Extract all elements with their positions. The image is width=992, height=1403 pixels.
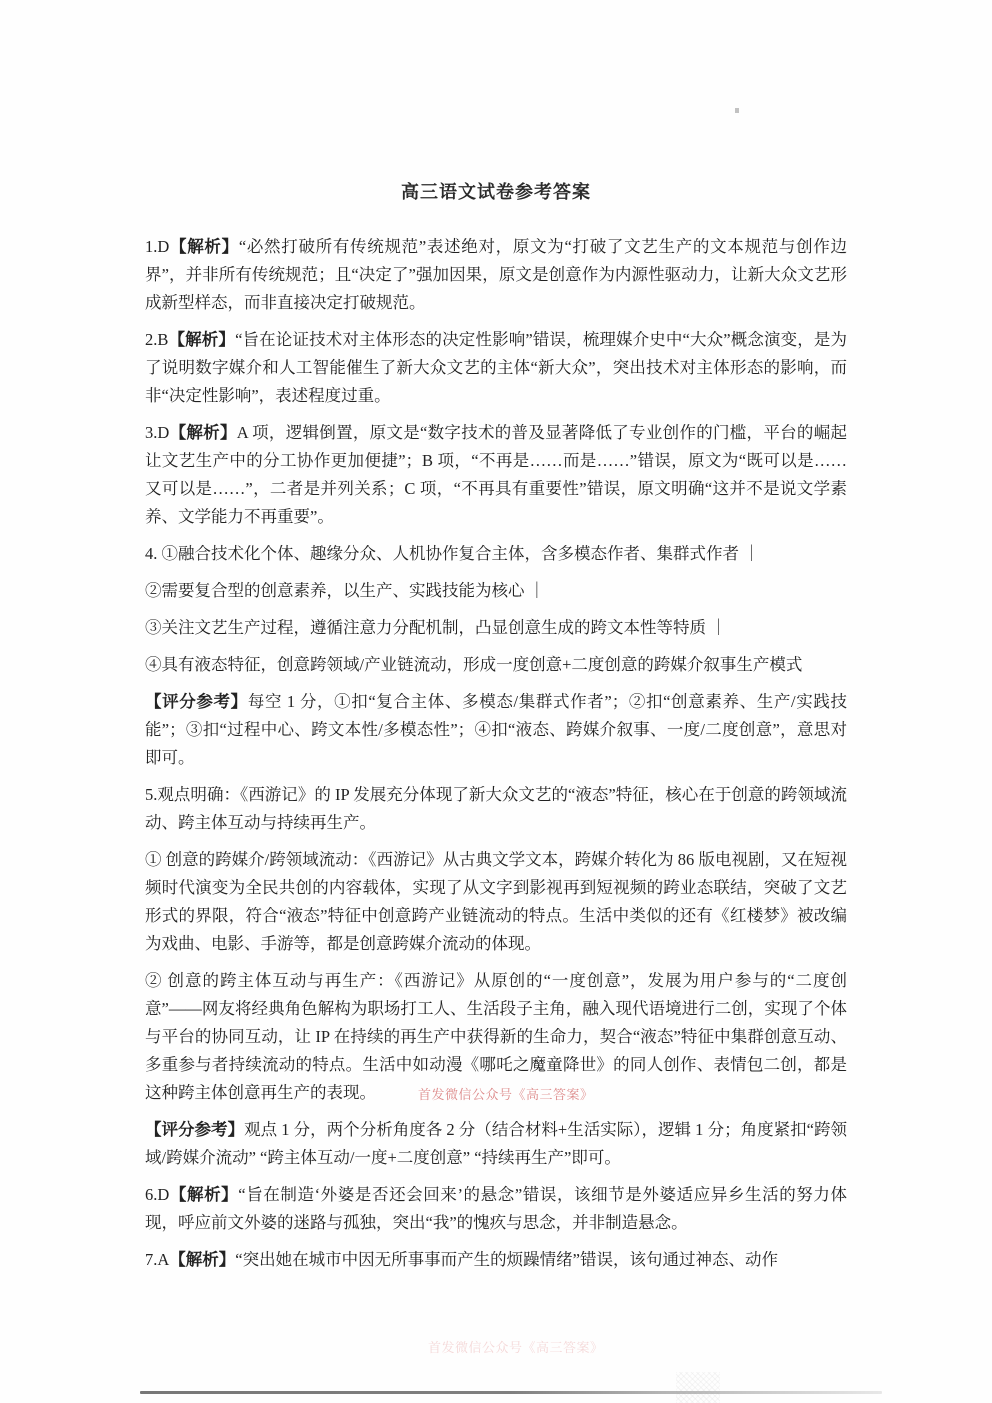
question-number: 7.A [145,1250,170,1269]
answer-text: ②需要复合型的创意素养，以生产、实践技能为核心 ｜ [145,581,546,600]
answer-item-4-point-1 [145,540,847,568]
answer-item-1 [145,233,847,317]
answer-item-6 [145,1181,847,1237]
answer-item-5-point-2 [145,967,847,1107]
answer-text: “旨在论证技术对主体形态的决定性影响”错误，梳理媒介史中“大众”概念演变，是为了说明数字媒介和人工智能催生了新大众文艺的主体“新大众”，突出技术对主体形态的影响，而非“决定性影响”，表述程度过重。 [145,330,848,405]
scan-artifact-dot [735,108,739,113]
scoring-reference-q4 [145,688,847,772]
analysis-label: 【解析】 [169,1250,236,1269]
question-number: 6.D [145,1185,170,1204]
answer-text: A 项，逻辑倒置，原文是“数字技术的普及显著降低了专业创作的门槛，平台的崛起让文艺生产中的分工协作更加便捷”；B 项，“不再是……而是……”错误，原文为“既可以是……又可以是……”，二者是并列关系；C 项，“不再具有重要性”错误，原文明确“这并不是说文学素养、文学能力不再重要”。 [145,423,847,526]
scoring-label: 【评分参考】 [145,1120,245,1139]
answer-text: “旨在制造‘外婆是否还会回来’的悬念”错误，该细节是外婆适应异乡生活的努力体现，呼应前文外婆的迷路与孤独，突出“我”的愧疚与思念，并非制造悬念。 [145,1185,847,1232]
question-number: 2.B [145,330,169,349]
scoring-reference-q5 [145,1116,847,1172]
page-title: 高三语文试卷参考答案 [401,182,591,203]
answer-item-4-point-2 [145,577,847,605]
answer-text: “突出她在城市中因无所事事而产生的烦躁情绪”错误，该句通过神态、动作 [235,1250,778,1269]
analysis-label: 【解析】 [169,423,237,442]
answer-item-4-point-3 [145,614,847,642]
answer-text: 观点 1 分，两个分析角度各 2 分（结合材料+生活实际），逻辑 1 分；角度紧扣“跨领域/跨媒介流动” “跨主体互动/一度+二度创意” “持续再生产”即可。 [145,1120,848,1167]
watermark-middle: 首发微信公众号《高三答案》 [418,1087,594,1102]
answer-item-2 [145,326,847,410]
question-number: 3.D [145,423,170,442]
answer-text: ② 创意的跨主体互动与再生产：《西游记》从原创的“一度创意”，发展为用户参与的“二度创意”——网友将经典角色解构为职场打工人、生活段子主角，融入现代语境进行二创，实现了个体与平台的协同互动，让 IP 在持续的再生产中获得新的生命力，契合“液态”特征中集群创意互动、多重参与者持续流动的特点。生活中如动漫《哪吒之魔童降世》的同人创作、表情包二创，都是这种跨主体创意再生产的表现。 [145,971,847,1102]
answer-item-5 [145,781,847,837]
scan-artifact-smudge [676,1372,720,1403]
analysis-label: 【解析】 [169,237,239,256]
analysis-label: 【解析】 [169,1185,239,1204]
question-number: 1.D [145,237,170,256]
answer-content [145,233,847,1283]
answer-item-5-point-1 [145,846,847,958]
analysis-label: 【解析】 [168,330,236,349]
answer-text: ④具有液态特征，创意跨领域/产业链流动，形成一度创意+二度创意的跨媒介叙事生产模式 [145,655,803,674]
answer-item-3 [145,419,847,531]
scoring-label: 【评分参考】 [145,692,248,711]
watermark-bottom: 首发微信公众号《高三答案》 [428,1340,604,1355]
answer-item-4-point-4 [145,651,847,679]
answer-text: ① 创意的跨媒介/跨领域流动：《西游记》从古典文学文本，跨媒介转化为 86 版电视剧，又在短视频时代演变为全民共创的内容载体，实现了从文字到影视再到短视频的跨业态联结，突破了文艺形式的界限，符合“液态”特征中创意跨产业链流动的特点。生活中类似的还有《红楼梦》被改编为戏曲、电影、手游等，都是创意跨媒介流动的体现。 [145,850,847,953]
answer-item-7 [145,1246,847,1274]
answer-text: 4. ①融合技术化个体、趣缘分众、人机协作复合主体，含多模态作者、集群式作者 ｜ [145,544,760,563]
scan-edge-shadow [140,1391,882,1394]
answer-text: “必然打破所有传统规范”表述绝对，原文为“打破了文艺生产的文本规范与创作边界”，并非所有传统规范；且“决定了”强加因果，原文是创意作为内源性驱动力，让新大众文艺形成新型样态，而非直接决定打破规范。 [145,237,847,312]
answer-text: ③关注文艺生产过程，遵循注意力分配机制，凸显创意生成的跨文本性等特质 ｜ [145,618,727,637]
answer-text: 每空 1 分，①扣“复合主体、多模态/集群式作者”；②扣“创意素养、生产/实践技能”；③扣“过程中心、跨文本性/多模态性”；④扣“液态、跨媒介叙事、一度/二度创意”，意思对即可。 [145,692,848,767]
answer-text: 5.观点明确：《西游记》的 IP 发展充分体现了新大众文艺的“液态”特征，核心在于创意的跨领域流动、跨主体互动与持续再生产。 [145,785,847,832]
